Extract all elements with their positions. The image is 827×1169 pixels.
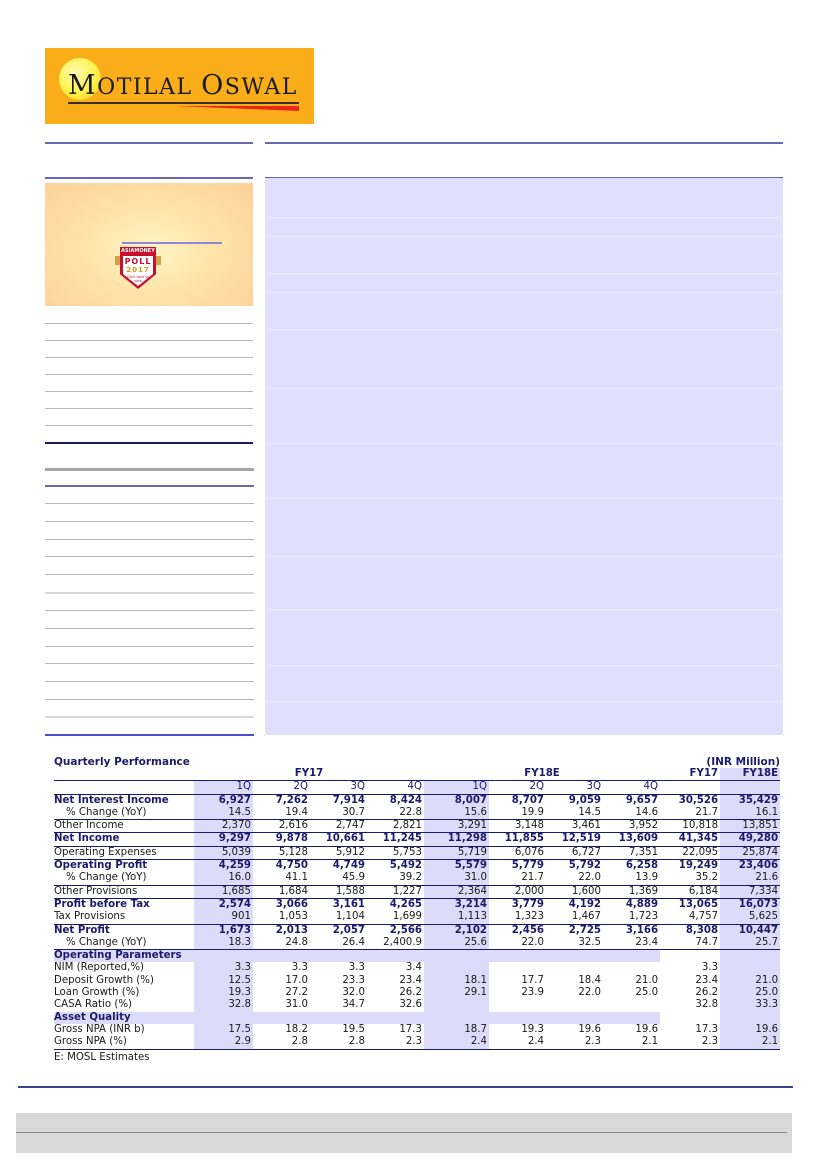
- sidebar-rule: [45, 574, 254, 575]
- quarterly-performance-table: [54, 756, 780, 1063]
- sidebar-rule: [45, 391, 253, 392]
- sidebar-rule: [45, 521, 254, 522]
- group-fy17: FY17: [194, 768, 424, 781]
- table-row: Other Income 2,370 2,616 2,747 2,821 3,291 3,148 3,461 3,952 10,818 13,851: [54, 820, 779, 832]
- table-row: Profit before Tax 2,574 3,066 3,161 4,265 3,214 3,779 4,192 4,889 13,065 16,073: [54, 898, 779, 910]
- logo-swoosh: [175, 106, 299, 111]
- poll-badge-icon[interactable]: [115, 247, 161, 293]
- sidebar-rule: [45, 539, 254, 540]
- table-row: Deposit Growth (%) 12.5 17.0 23.3 23.4 18.1 17.7 18.4 21.0 23.4 21.0: [54, 974, 779, 986]
- table-unit: (INR Million): [706, 756, 780, 768]
- sidebar-section-rule: [45, 468, 254, 471]
- sidebar-rule: [45, 628, 254, 629]
- quarter-header-row: [54, 781, 780, 794]
- asiamoney-poll-banner[interactable]: [45, 183, 253, 306]
- table-row: Operating Expenses 5,039 5,128 5,912 5,753 5,719 6,076 6,727 7,351 22,095 25,874: [54, 846, 779, 858]
- sidebar-rule: [45, 357, 253, 358]
- table-row: % Change (YoY) 14.5 19.4 30.7 22.8 15.6 19.9 14.5 14.6 21.7 16.1: [66, 806, 779, 818]
- sidebar-rule: [45, 716, 254, 718]
- footer-divider: [16, 1132, 787, 1133]
- table-row: Gross NPA (%) 2.9 2.8 2.8 2.3 2.4 2.4 2.3 2.1 2.3 2.1: [54, 1036, 779, 1048]
- sidebar-rule: [45, 592, 254, 594]
- sidebar-rule: [45, 646, 254, 647]
- table-row: Tax Provisions 901 1,053 1,104 1,699 1,113 1,323 1,467 1,723 4,757 5,625: [54, 911, 779, 923]
- sidebar-rule: [45, 408, 253, 409]
- table-row: Net Income 9,297 9,878 10,661 11,245 11,298 11,855 12,519 13,609 41,345 49,280: [54, 833, 779, 845]
- sidebar-rule: [45, 503, 254, 504]
- sidebar-rule: [45, 340, 253, 341]
- group-fy17-annual: FY17: [660, 768, 720, 781]
- table-row: % Change (YoY) 18.3 24.8 26.4 2,400.9 25.6 22.0 32.5 23.4 74.7 25.7: [54, 937, 780, 950]
- footer-rule: [18, 1086, 793, 1088]
- table-row: Gross NPA (INR b) 17.5 18.2 19.5 17.3 18.7 19.3 19.6 19.6 17.3 19.6: [54, 1023, 779, 1035]
- poll-badge-poll: POLL: [124, 257, 152, 266]
- sidebar-rule: [45, 425, 253, 426]
- col-4q: 4Q: [407, 781, 423, 793]
- main-content-panel: [265, 178, 783, 735]
- logo-underline: [68, 102, 299, 104]
- footer-disclaimer-box: [16, 1113, 792, 1153]
- table-row: Operating Profit 4,259 4,750 4,749 5,492 5,579 5,779 5,792 6,258 19,249 23,406: [54, 860, 779, 872]
- sidebar-section-rule: [45, 485, 254, 487]
- section-header-asset-quality: Asset Quality: [54, 1012, 780, 1024]
- table-row: Loan Growth (%) 19.3 27.2 32.0 26.2 29.1 23.9 22.0 25.0 26.2 25.0: [54, 987, 779, 999]
- sidebar-rule: [45, 556, 254, 557]
- col-3q: 3Q: [586, 781, 602, 793]
- poll-badge-top: ASIAMONEY: [121, 248, 155, 254]
- sidebar-top-rule: [45, 142, 253, 144]
- table-row: CASA Ratio (%) 32.8 31.0 34.7 32.6 32.8 33.3: [54, 999, 779, 1011]
- sidebar-rule: [45, 323, 253, 324]
- table-row: Other Provisions 1,685 1,684 1,588 1,227 2,364 2,000 1,600 1,369 6,184 7,334: [54, 885, 779, 897]
- table-row: % Change (YoY) 16.0 41.1 45.9 39.2 31.0 21.7 22.0 13.9 35.2 21.6: [66, 872, 779, 884]
- sidebar-rule: [45, 610, 254, 611]
- group-header-row: [54, 768, 780, 781]
- poll-badge-year: 2017: [126, 266, 150, 274]
- sidebar-bottom-rule: [45, 734, 254, 736]
- table-title: Quarterly Performance: [54, 756, 190, 768]
- main-top-rule: [265, 142, 783, 144]
- col-1q: 1Q: [194, 781, 253, 794]
- sidebar-rule: [45, 681, 254, 682]
- sidebar-section-rule: [45, 442, 253, 444]
- group-fy18e: FY18E: [424, 768, 660, 781]
- motilal-oswal-logo: [45, 48, 314, 124]
- table-row: Net Interest Income 6,927 7,262 7,914 8,424 8,007 8,707 9,059 9,657 30,526 35,429: [54, 794, 779, 806]
- col-2q: 2Q: [293, 781, 308, 793]
- sidebar-rule: [45, 663, 254, 664]
- vote-link[interactable]: Click here to vote: [127, 275, 149, 283]
- sidebar-rule: [45, 374, 253, 375]
- sidebar-rule: [45, 699, 254, 700]
- table-row: NIM (Reported,%) 3.3 3.3 3.3 3.4 3.3: [54, 962, 780, 974]
- col-4q: 4Q: [643, 781, 659, 793]
- group-fy18e-annual: FY18E: [720, 768, 780, 781]
- col-2q: 2Q: [529, 781, 545, 793]
- brand-name: MOTILAL OSWAL: [68, 70, 298, 101]
- sidebar-header-rule: [45, 177, 253, 179]
- col-1q: 1Q: [424, 781, 489, 794]
- section-header-operating-parameters: Operating Parameters: [54, 950, 780, 963]
- banner-divider: [122, 242, 222, 244]
- table-row: Net Profit 1,673 2,013 2,057 2,566 2,102 2,456 2,725 3,166 8,308 10,447: [54, 924, 779, 936]
- col-3q: 3Q: [350, 781, 365, 793]
- estimates-footnote: E: MOSL Estimates: [54, 1051, 150, 1063]
